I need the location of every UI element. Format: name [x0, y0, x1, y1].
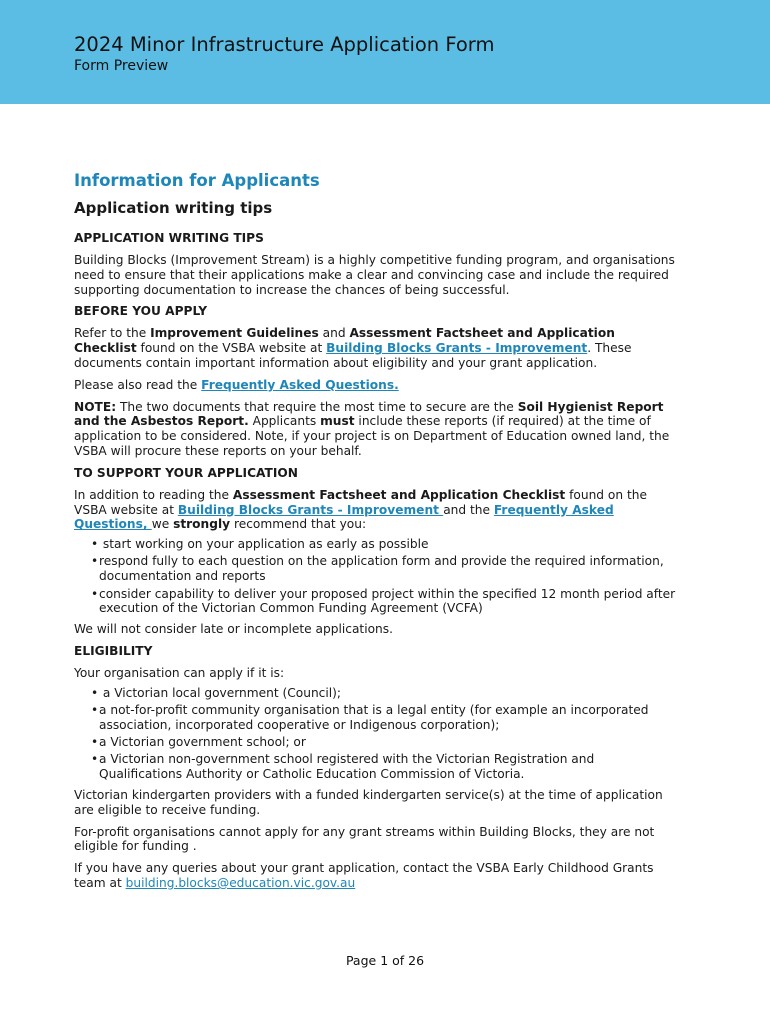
list-item: • a Victorian non-government school registered with the Victorian Registration and Qualifications Authority or Catholic Education Commission of Victoria.	[91, 752, 595, 782]
note-paragraph: NOTE: The two documents that require the most time to secure are the Soil Hygienist Report and the Asbestos Report. Applicants must include these reports (if required) at the time of application to be considered. Note, if your project is on Department of Education owned land, the VSBA will procure these reports on your behalf.	[74, 399, 670, 458]
header-banner	[0, 0, 770, 104]
support-paragraph: In addition to reading the Assessment Factsheet and Application Checklist found on the VSBA website at Building Blocks Grants - Improvement and the Frequently Asked Questions, we strongly recommend that you:	[74, 487, 647, 532]
kindergarten-paragraph: Victorian kindergarten providers with a funded kindergarten service(s) at the time of application are eligible to receive funding.	[74, 788, 663, 817]
support-closing: We will not consider late or incomplete applications.	[74, 622, 393, 637]
bullet-icon: •	[91, 735, 99, 750]
list-item: • a not-for-profit community organisation that is a legal entity (for example an incorporated association, incorporated cooperative or Indigenous corporation);	[91, 703, 649, 732]
section-title: Information for Applicants	[74, 171, 320, 190]
list-item: • start working on your application as early as possible	[91, 537, 429, 552]
before-heading: BEFORE YOU APPLY	[74, 304, 208, 319]
page-number: Page 1 of 26	[345, 953, 425, 968]
eligibility-heading: ELIGIBILITY	[74, 643, 153, 658]
eligibility-list	[74, 686, 678, 782]
bullet-icon: •	[91, 537, 99, 552]
form-subtitle: Form Preview	[74, 58, 169, 74]
bullet-icon: •	[91, 685, 99, 700]
main-content	[74, 170, 678, 898]
faq-paragraph: Please also read the Frequently Asked Questions.	[74, 377, 399, 392]
contact-paragraph: If you have any queries about your grant application, contact the VSBA Early Childhood Grants team at building.blocks@education.vic.gov.au	[74, 861, 654, 890]
improvement-grants-link[interactable]: Building Blocks Grants - Improvement	[326, 341, 588, 356]
list-item: • consider capability to deliver your proposed project within the specified 12 month period after execution of the Victorian Common Funding Agreement (VCFA)	[91, 586, 676, 616]
bullet-icon: •	[91, 586, 99, 601]
before-paragraph: Refer to the Improvement Guidelines and Assessment Factsheet and Application Checklist found on the VSBA website at Building Blocks Grants - Improvement. These documents contain important information about eligibility and your grant application.	[74, 326, 632, 370]
faq-link-2[interactable]: Frequently Asked Questions,	[74, 502, 614, 532]
eligibility-intro: Your organisation can apply if it is:	[74, 665, 285, 680]
support-list	[74, 537, 678, 616]
list-item: • a Victorian government school; or	[91, 735, 306, 750]
tips-heading: APPLICATION WRITING TIPS	[74, 231, 264, 245]
bullet-icon: •	[91, 752, 99, 767]
tips-text: Building Blocks (Improvement Stream) is a highly competitive funding program, and organisations need to ensure that their applications make a clear and convincing case and include the required supporting documentation to increase the chances of being successful.	[74, 253, 675, 297]
bullet-icon: •	[91, 703, 99, 718]
for-profit-paragraph: For-profit organisations cannot apply for any grant streams within Building Blocks, they are not eligible for funding .	[74, 824, 655, 854]
faq-link[interactable]: Frequently Asked Questions.	[201, 377, 399, 392]
subsection-title: Application writing tips	[74, 199, 273, 217]
list-item: • respond fully to each question on the application form and provide the required information, documentation and reports	[91, 554, 664, 584]
email-link[interactable]: building.blocks@education.vic.gov.au	[125, 876, 356, 890]
list-item: • a Victorian local government (Council);	[91, 685, 342, 700]
bullet-icon: •	[91, 554, 99, 569]
support-heading: TO SUPPORT YOUR APPLICATION	[74, 465, 298, 480]
form-title: 2024 Minor Infrastructure Application Form	[74, 33, 495, 56]
improvement-grants-link-2[interactable]: Building Blocks Grants - Improvement	[177, 502, 444, 517]
